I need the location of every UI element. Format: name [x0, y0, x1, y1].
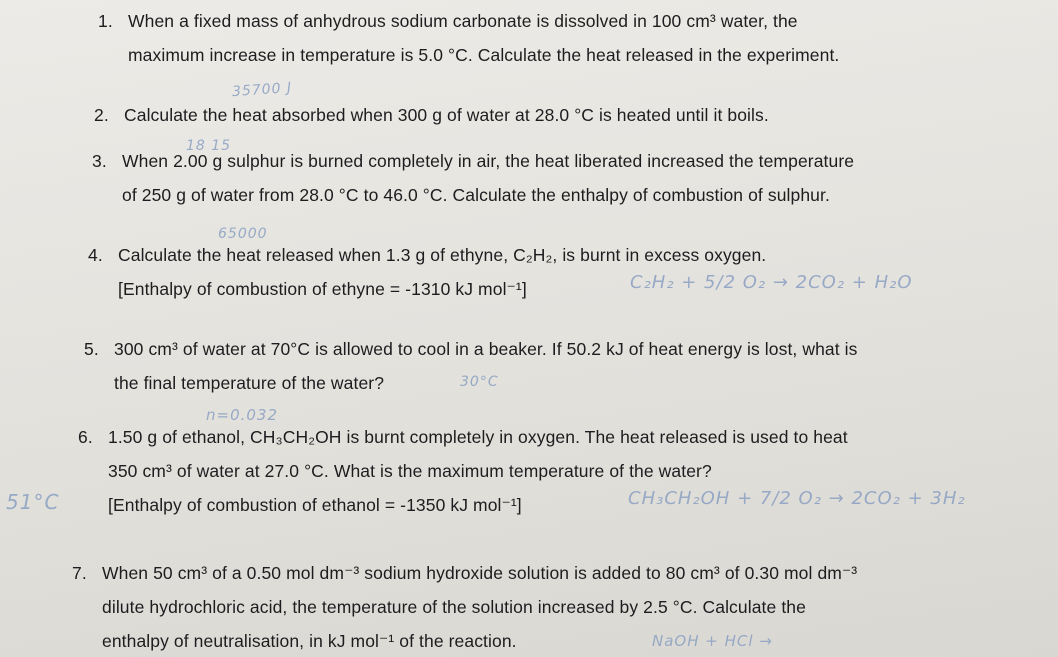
question-text: [Enthalpy of combustion of ethanol = -1350 kJ mol⁻¹] [108, 495, 522, 515]
handwritten-note: 51°C [6, 490, 60, 514]
question-text: enthalpy of neutralisation, in kJ mol⁻¹ of the reaction. [102, 631, 517, 651]
handwritten-note: C₂H₂ + 5/2 O₂ → 2CO₂ + H₂O [630, 272, 913, 293]
question-number: 4. [88, 245, 103, 265]
question-text: maximum increase in temperature is 5.0 °C. Calculate the heat released in the experiment. [128, 45, 840, 65]
handwritten-note: 35700 J [231, 79, 293, 101]
question-text: dilute hydrochloric acid, the temperature of the solution increased by 2.5 °C. Calculate the [102, 597, 806, 617]
question-number: 5. [84, 339, 99, 359]
question-1 [98, 4, 839, 72]
question-text: [Enthalpy of combustion of ethyne = -1310 kJ mol⁻¹] [118, 279, 527, 299]
question-number: 7. [72, 563, 87, 583]
handwritten-note: CH₃CH₂OH + 7/2 O₂ → 2CO₂ + 3H₂ [628, 488, 966, 509]
question-text: Calculate the heat absorbed when 300 g of water at 28.0 °C is heated until it boils. [124, 105, 769, 125]
question-text: 300 cm³ of water at 70°C is allowed to cool in a beaker. If 50.2 kJ of heat energy is lost, what is [114, 339, 858, 359]
question-number: 3. [92, 151, 107, 171]
handwritten-note: n=0.032 [206, 406, 279, 424]
question-number: 2. [94, 105, 109, 125]
question-2 [94, 98, 769, 132]
question-text: Calculate the heat released when 1.3 g of ethyne, C₂H₂, is burnt in excess oxygen. [118, 245, 767, 265]
handwritten-note: 30°C [460, 374, 499, 390]
question-text: When a fixed mass of anhydrous sodium carbonate is dissolved in 100 cm³ water, the [128, 11, 798, 31]
question-text: 350 cm³ of water at 27.0 °C. What is the maximum temperature of the water? [108, 461, 712, 481]
question-text: the final temperature of the water? [114, 373, 385, 393]
handwritten-note: 65000 [218, 226, 268, 242]
question-text: of 250 g of water from 28.0 °C to 46.0 °C. Calculate the enthalpy of combustion of sulphur. [122, 185, 830, 205]
question-number: 1. [98, 11, 113, 31]
question-text: 1.50 g of ethanol, CH₃CH₂OH is burnt completely in oxygen. The heat released is used to heat [108, 427, 848, 447]
question-text: When 50 cm³ of a 0.50 mol dm⁻³ sodium hydroxide solution is added to 80 cm³ of 0.30 mol dm⁻³ [102, 563, 858, 583]
question-text: When 2.00 g sulphur is burned completely in air, the heat liberated increased the temperature [122, 151, 855, 171]
handwritten-note: 18 15 [186, 138, 232, 154]
question-3 [92, 144, 854, 212]
handwritten-note: NaOH + HCl → [652, 632, 773, 650]
question-number: 6. [78, 427, 93, 447]
